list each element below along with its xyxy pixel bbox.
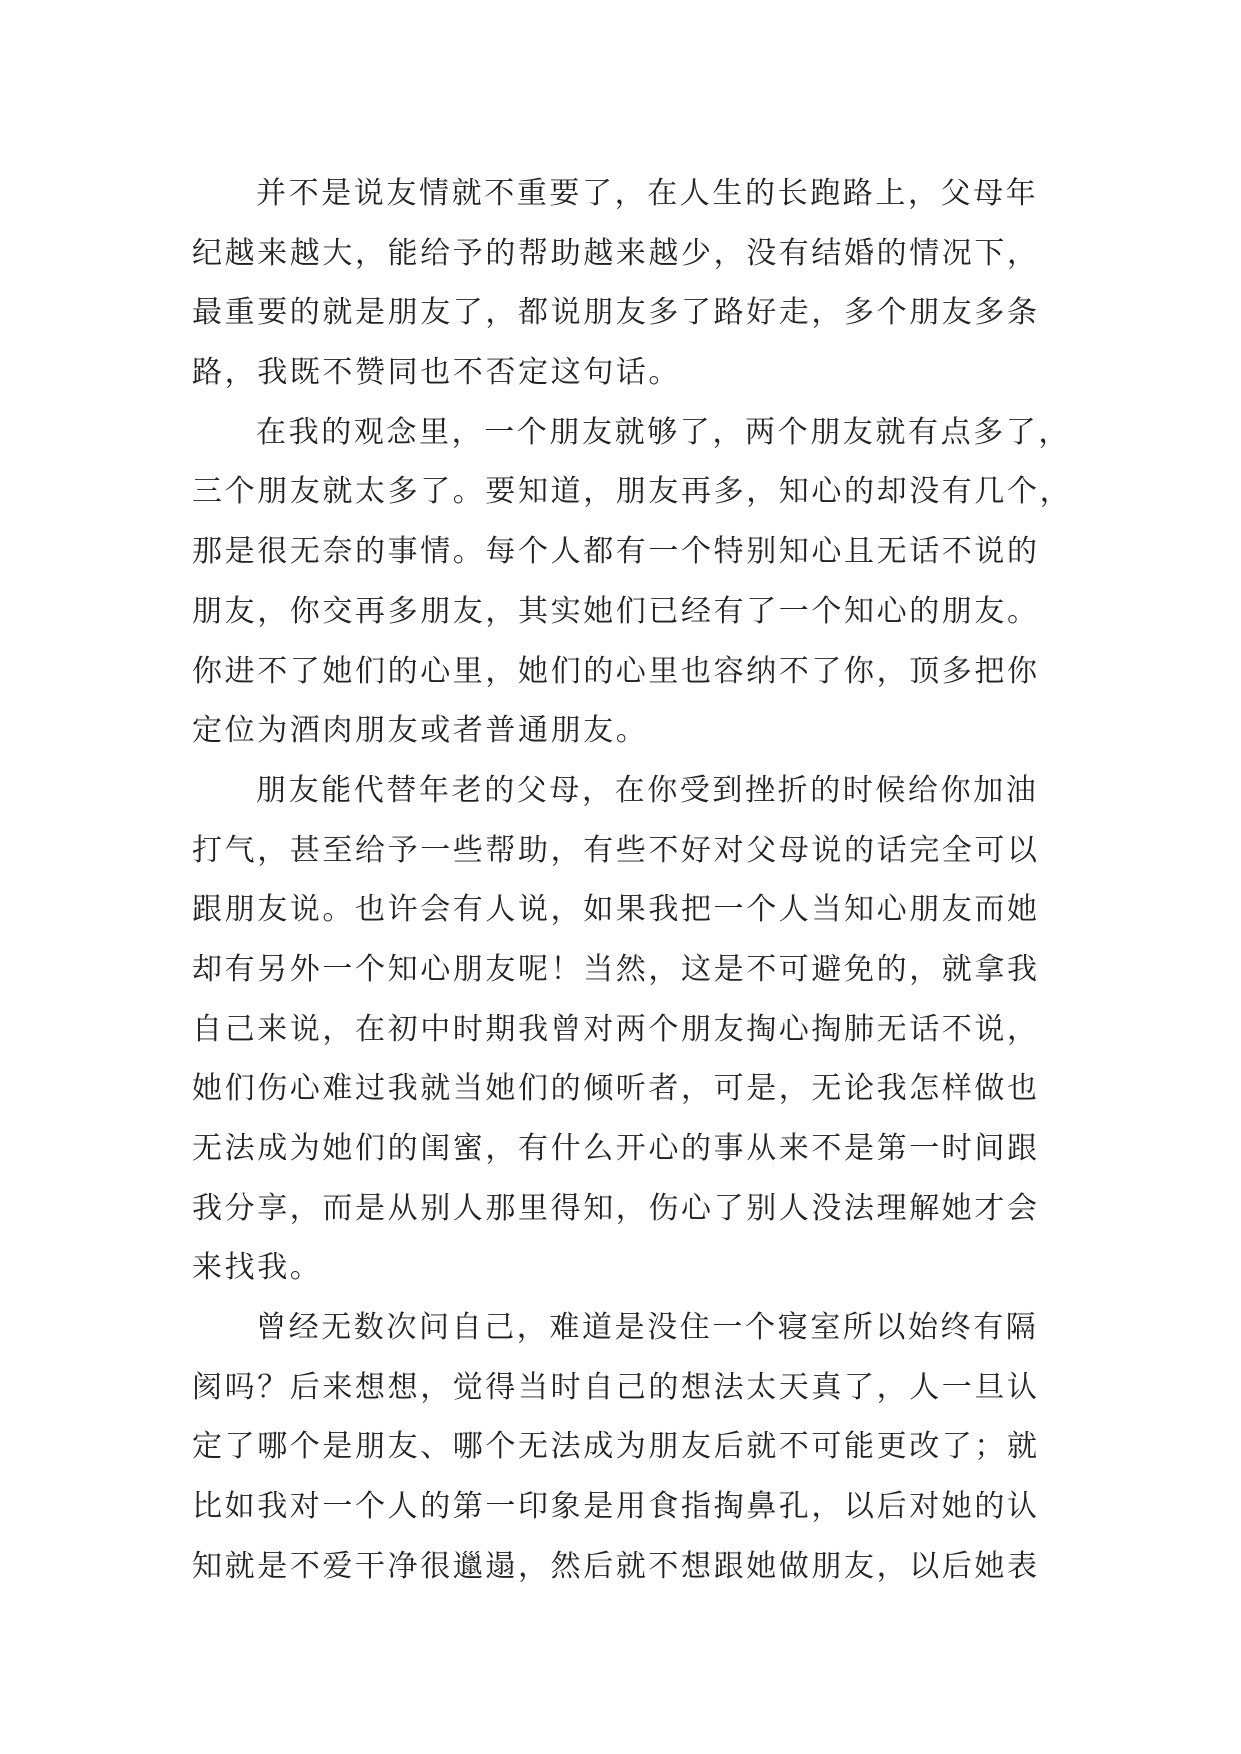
paragraph-3 [192,761,1052,1298]
text-line: 朋友，你交再多朋友，其实她们已经有了一个知心的朋友。 [192,593,1040,629]
text-line: 纪越来越大，能给予的帮助越来越少，没有结婚的情况下， [192,235,1040,271]
paragraph-1 [192,164,1052,403]
text-line: 阂吗？后来想想，觉得当时自己的想法太天真了，人一旦认 [192,1369,1040,1405]
text-line: 来找我。 [192,1250,323,1286]
text-line: 最重要的就是朋友了，都说朋友多了路好走，多个朋友多条 [192,295,1040,331]
text-line: 打气，甚至给予一些帮助，有些不好对父母说的话完全可以 [192,832,1040,868]
text-line: 在我的观念里，一个朋友就够了，两个朋友就有点多了， [256,414,1071,450]
text-line: 她们伤心难过我就当她们的倾听者，可是，无论我怎样做也 [192,1071,1040,1107]
text-line: 比如我对一个人的第一印象是用食指掏鼻孔，以后对她的认 [192,1489,1040,1525]
text-line: 路，我既不赞同也不否定这句话。 [192,355,681,391]
paragraph-2 [192,403,1073,761]
text-line: 定位为酒肉朋友或者普通朋友。 [192,713,649,749]
paragraph-4 [192,1298,1052,1596]
document-body [192,164,1073,1597]
text-line: 曾经无数次问自己，难道是没住一个寝室所以始终有隔 [256,1310,1039,1346]
text-line: 知就是不爱干净很邋遢，然后就不想跟她做朋友，以后她表 [192,1548,1040,1584]
text-line: 跟朋友说。也许会有人说，如果我把一个人当知心朋友而她 [192,892,1040,928]
text-line: 我分享，而是从别人那里得知，伤心了别人没法理解她才会 [192,1190,1040,1226]
text-line: 三个朋友就太多了。要知道，朋友再多，知心的却没有几个， [192,474,1073,510]
text-line: 并不是说友情就不重要了，在人生的长跑路上，父母年 [256,176,1039,211]
text-line: 却有另外一个知心朋友呢！当然，这是不可避免的，就拿我 [192,951,1040,987]
text-line: 无法成为她们的闺蜜，有什么开心的事从来不是第一时间跟 [192,1131,1040,1166]
text-line: 那是很无奈的事情。每个人都有一个特别知心且无话不说的 [192,534,1040,570]
text-line: 朋友能代替年老的父母，在你受到挫折的时候给你加油 [256,772,1039,808]
text-line: 定了哪个是朋友、哪个无法成为朋友后就不可能更改了；就 [192,1429,1040,1465]
text-line: 你进不了她们的心里，她们的心里也容纳不了你，顶多把你 [192,653,1040,689]
text-line: 自己来说，在初中时期我曾对两个朋友掏心掏肺无话不说， [192,1011,1040,1047]
